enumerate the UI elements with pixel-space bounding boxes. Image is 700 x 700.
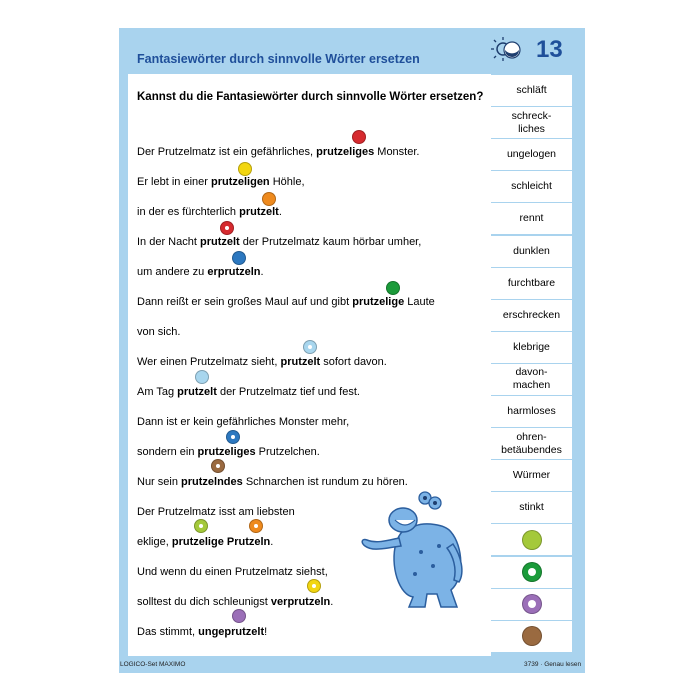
color-marker-dot — [194, 519, 208, 533]
footer-left: LOGICO-Set MAXIMO — [120, 661, 186, 668]
text-line: Er lebt in einer prutzeligen Höhle, — [137, 176, 305, 188]
color-marker-dot — [303, 340, 317, 354]
fantasy-word: prutzelndes — [181, 476, 243, 488]
text-line: Der Prutzelmatz ist ein gefährliches, prutzeliges Monster. — [137, 146, 420, 158]
text-line: Das stimmt, ungeprutzelt! — [137, 626, 268, 638]
color-cell — [491, 524, 572, 555]
color-marker-dot — [232, 609, 246, 623]
fantasy-word: prutzelige Prutzeln — [171, 536, 271, 548]
page-title: Fantasiewörter durch sinnvolle Wörter ersetzen — [137, 52, 420, 66]
monster-illustration — [355, 486, 490, 616]
text-line: Und wenn du einen Prutzelmatz siehst, — [137, 566, 328, 578]
color-marker-dot — [522, 530, 542, 550]
fantasy-word: prutzelige — [352, 296, 405, 308]
color-marker-dot — [522, 562, 542, 582]
fantasy-word: prutzeliges — [197, 446, 256, 458]
word-cell: furchtbare — [491, 268, 572, 299]
fantasy-word: prutzelt — [280, 356, 321, 368]
color-marker-dot — [307, 579, 321, 593]
fantasy-word: prutzeligen — [210, 176, 270, 188]
text-line: solltest du dich schleunigst verprutzeln. — [137, 596, 334, 608]
word-cell: klebrige — [491, 332, 572, 363]
fantasy-word: prutzeliges — [316, 146, 375, 158]
text-line: sondern ein prutzeliges Prutzelchen. — [137, 446, 320, 458]
word-cell: schläft — [491, 75, 572, 106]
text-line: eklige, prutzelige Prutzeln. — [137, 536, 274, 548]
text-line: Wer einen Prutzelmatz sieht, prutzelt sofort davon. — [137, 356, 387, 368]
color-marker-dot — [522, 626, 542, 646]
word-cell: ohren- betäubendes — [491, 428, 572, 459]
text-line: Am Tag prutzelt der Prutzelmatz tief und fest. — [137, 386, 360, 398]
text-line: um andere zu erprutzeln. — [137, 266, 264, 278]
color-marker-dot — [249, 519, 263, 533]
word-cell: stinkt — [491, 492, 572, 523]
fantasy-word: prutzelt — [239, 206, 279, 218]
word-cell: schleicht — [491, 171, 572, 202]
color-cell — [491, 557, 572, 588]
word-cell: ungelogen — [491, 139, 572, 170]
text-line: in der es fürchterlich prutzelt. — [137, 206, 282, 218]
text-line: Dann reißt er sein großes Maul auf und gibt prutzelige Laute — [137, 296, 435, 308]
fantasy-word: prutzelt — [177, 386, 217, 398]
word-cell: dunklen — [491, 236, 572, 267]
moon-sun-icon — [490, 35, 522, 68]
color-cell — [491, 589, 572, 620]
text-line: Nur sein prutzelndes Schnarchen ist rundum zu hören. — [137, 476, 408, 488]
color-marker-dot — [262, 192, 276, 206]
fantasy-word: erprutzeln — [207, 266, 261, 278]
fantasy-word: verprutzeln — [270, 596, 331, 608]
word-cell: rennt — [491, 203, 572, 234]
fantasy-word: prutzelt — [199, 236, 240, 248]
text-line: Dann ist er kein gefährliches Monster mehr, — [137, 416, 350, 428]
text-line: In der Nacht prutzelt der Prutzelmatz kaum hörbar umher, — [137, 236, 422, 248]
word-cell: Würmer — [491, 460, 572, 491]
color-marker-dot — [232, 251, 246, 265]
question-heading: Kannst du die Fantasiewörter durch sinnvolle Wörter ersetzen? — [137, 91, 484, 103]
color-marker-dot — [220, 221, 234, 235]
word-cell: erschrecken — [491, 300, 572, 331]
color-marker-dot — [211, 459, 225, 473]
fantasy-word: ungeprutzelt — [198, 626, 265, 638]
text-line: von sich. — [137, 326, 181, 338]
footer-right: 3739 · Genau lesen — [524, 661, 582, 668]
color-marker-dot — [386, 281, 400, 295]
word-cell: harmloses — [491, 396, 572, 427]
color-marker-dot — [352, 130, 366, 144]
exercise-number: 13 — [536, 36, 563, 63]
color-marker-dot — [522, 594, 542, 614]
color-cell — [491, 621, 572, 652]
color-marker-dot — [226, 430, 240, 444]
word-cell: davon- machen — [491, 364, 572, 395]
color-marker-dot — [195, 370, 209, 384]
word-cell: schreck- liches — [491, 107, 572, 138]
color-marker-dot — [238, 162, 252, 176]
text-line: Der Prutzelmatz isst am liebsten — [137, 506, 295, 518]
